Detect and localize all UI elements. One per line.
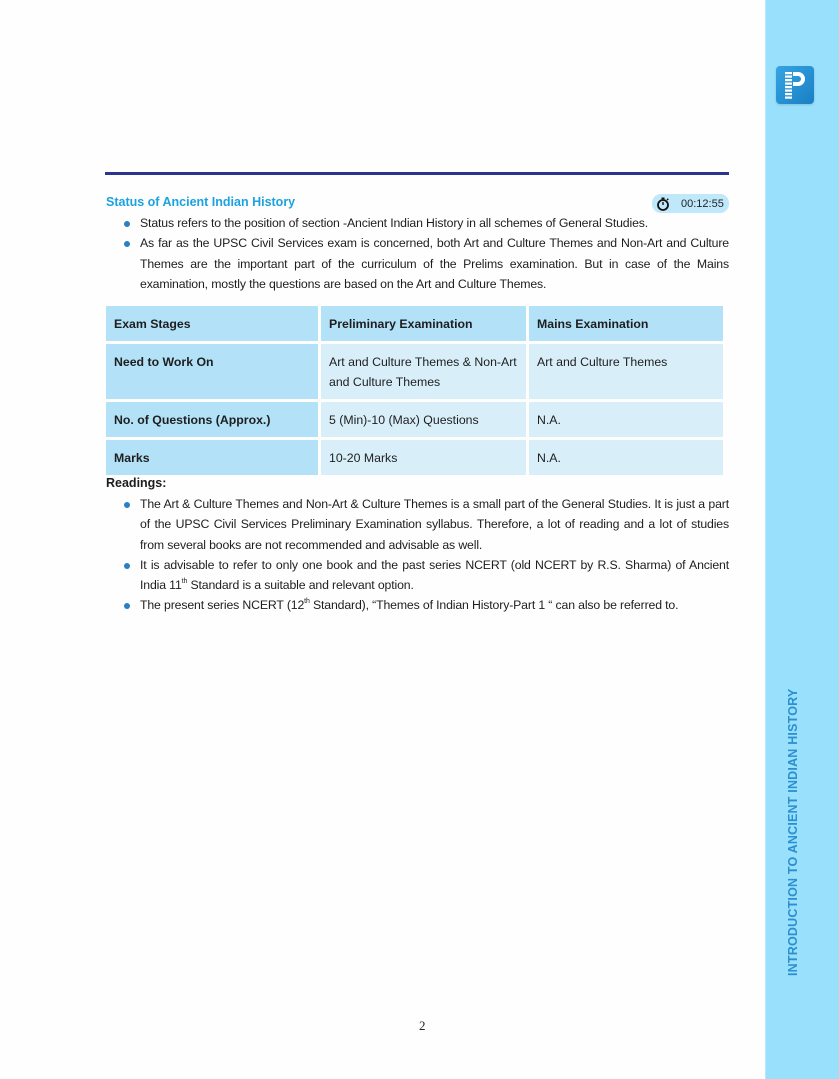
table-row bbox=[106, 402, 723, 437]
text-segment: Standard), “Themes of Indian History-Part 1 “ can also be referred to. bbox=[309, 598, 679, 613]
text-segment: The present series NCERT (12 bbox=[140, 598, 305, 613]
status-bullet-list bbox=[122, 213, 729, 294]
side-strip bbox=[765, 0, 839, 1079]
logo-p-icon bbox=[783, 70, 807, 100]
text-segment: It is advisable to refer to only one book and the past series NCERT (old NCERT by R.S. Sharma) of Ancient India 11 bbox=[140, 557, 729, 593]
list-item: As far as the UPSC Civil Services exam is concerned, both Art and Culture Themes and Non-Art and Culture Themes are the important part of the curriculum of the Prelims examination. But in case of the Mains examination, mostly the questions are based on the Art and Culture Themes. bbox=[122, 233, 729, 294]
chapter-vertical-title: INTRODUCTION TO ANCIENT INDIAN HISTORY bbox=[786, 688, 800, 976]
list-item bbox=[122, 595, 729, 615]
superscript: th bbox=[304, 598, 310, 606]
list-item: The Art & Culture Themes and Non-Art & Culture Themes is a small part of the General Studies. It is just a part of the UPSC Civil Services Preliminary Examination syllabus. Therefore, a lot of reading and a lot of studies from several books are not recommended and advisable as well. bbox=[122, 494, 729, 555]
header-rule bbox=[105, 172, 729, 175]
superscript: th bbox=[181, 578, 188, 586]
readings-heading: Readings: bbox=[106, 476, 167, 490]
table-cell: N.A. bbox=[529, 402, 723, 437]
table-row bbox=[106, 344, 723, 399]
list-item bbox=[122, 555, 729, 596]
table-cell: 10-20 Marks bbox=[321, 440, 526, 475]
exam-stages-table bbox=[103, 303, 726, 478]
section-title: Status of Ancient Indian History bbox=[106, 195, 296, 209]
text-segment: Standard is a suitable and relevant option. bbox=[187, 578, 414, 593]
row-label-cell: Need to Work On bbox=[106, 344, 318, 399]
table-cell: Art and Culture Themes bbox=[529, 344, 723, 399]
header-cell: Mains Examination bbox=[529, 306, 723, 341]
list-item: Status refers to the position of section -Ancient Indian History in all schemes of General Studies. bbox=[122, 213, 729, 233]
timer-value: 00:12:55 bbox=[681, 197, 724, 210]
header-cell: Preliminary Examination bbox=[321, 306, 526, 341]
publisher-logo bbox=[776, 66, 814, 104]
row-label-cell: Marks bbox=[106, 440, 318, 475]
table-cell: 5 (Min)-10 (Max) Questions bbox=[321, 402, 526, 437]
table-cell: N.A. bbox=[529, 440, 723, 475]
table-header-row bbox=[106, 306, 723, 341]
header-cell: Exam Stages bbox=[106, 306, 318, 341]
table-cell: Art and Culture Themes & Non-Art and Culture Themes bbox=[321, 344, 526, 399]
reading-timer-badge bbox=[652, 194, 729, 213]
table-row bbox=[106, 440, 723, 475]
row-label-cell: No. of Questions (Approx.) bbox=[106, 402, 318, 437]
page-number: 2 bbox=[419, 1018, 426, 1033]
readings-bullet-list bbox=[122, 494, 729, 616]
stopwatch-icon bbox=[656, 197, 670, 211]
